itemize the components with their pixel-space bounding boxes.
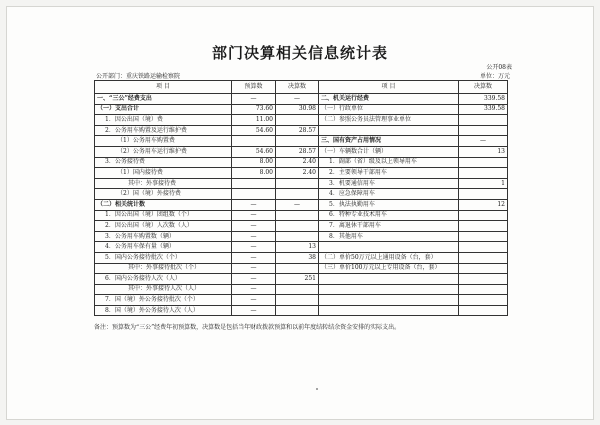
row-budget: 73.60 bbox=[232, 104, 276, 115]
row-label-right bbox=[319, 284, 459, 295]
row-label: 1．因公出国（境）团组数（个） bbox=[95, 210, 232, 221]
table-row bbox=[95, 136, 508, 147]
row-value-right bbox=[459, 115, 508, 126]
row-final bbox=[276, 136, 319, 147]
row-final: 13 bbox=[276, 242, 319, 253]
row-final bbox=[276, 178, 319, 189]
row-label-right: 7．离退休干部用车 bbox=[319, 221, 459, 232]
row-label: 8．国（境）外公务接待人次（人） bbox=[95, 305, 232, 316]
organization-label: 公开部门：重庆铁路运输检察院 bbox=[96, 73, 181, 80]
row-value-right: 1 bbox=[459, 178, 508, 189]
row-final: 38 bbox=[276, 252, 319, 263]
row-label: 5．国内公务接待批次（个） bbox=[95, 252, 232, 263]
row-label-right: 1．副部（省）级及以上领导用车 bbox=[319, 157, 459, 168]
row-value-right bbox=[459, 295, 508, 306]
table-row bbox=[95, 305, 508, 316]
row-label: （2）国（境）外接待费 bbox=[95, 189, 232, 200]
row-label-right: （二）单价50万元以上通用设备（台，套） bbox=[319, 252, 459, 263]
row-budget: 8.00 bbox=[232, 157, 276, 168]
row-label-right: 二、机关运行经费 bbox=[319, 94, 459, 105]
table-row bbox=[95, 199, 508, 210]
table-row bbox=[95, 210, 508, 221]
table-row bbox=[95, 263, 508, 274]
table-row bbox=[95, 115, 508, 126]
header-final-right: 决算数 bbox=[459, 81, 508, 94]
row-budget: — bbox=[232, 263, 276, 274]
row-label-right: （二）参照公务员法管理事业单位 bbox=[319, 115, 459, 126]
footnote: 备注：预算数为“三公”经费年初预算数，决算数是包括当年财政拨款预算和以前年度结转结余资金安排的实际支出。 bbox=[94, 324, 401, 331]
table-row bbox=[95, 168, 508, 179]
row-label: （1）公务用车购置费 bbox=[95, 136, 232, 147]
row-budget: 54.60 bbox=[232, 125, 276, 136]
row-budget: — bbox=[232, 94, 276, 105]
row-label: 3．公务接待费 bbox=[95, 157, 232, 168]
row-budget: — bbox=[232, 210, 276, 221]
row-label: （1）国内接待费 bbox=[95, 168, 232, 179]
row-value-right bbox=[459, 221, 508, 232]
row-label: 2．因公出国（境）人次数（人） bbox=[95, 221, 232, 232]
row-value-right: 12 bbox=[459, 199, 508, 210]
table-row bbox=[95, 146, 508, 157]
row-value-right bbox=[459, 263, 508, 274]
row-budget: — bbox=[232, 221, 276, 232]
row-final bbox=[276, 189, 319, 200]
page-title: 部门决算相关信息统计表 bbox=[211, 44, 388, 62]
row-budget: — bbox=[232, 242, 276, 253]
row-budget: 11.00 bbox=[232, 115, 276, 126]
table-row bbox=[95, 125, 508, 136]
table-row bbox=[95, 284, 508, 295]
row-label: （2）公务用车运行维护费 bbox=[95, 146, 232, 157]
row-value-right bbox=[459, 231, 508, 242]
row-final: 2.40 bbox=[276, 157, 319, 168]
header-item-right: 项 目 bbox=[319, 81, 459, 94]
row-budget: — bbox=[232, 231, 276, 242]
table-header-row bbox=[95, 81, 508, 94]
statistics-table bbox=[94, 80, 508, 316]
row-budget: 8.00 bbox=[232, 168, 276, 179]
row-label-right: （一）行政单位 bbox=[319, 104, 459, 115]
row-budget: — bbox=[232, 295, 276, 306]
row-value-right: — bbox=[459, 136, 508, 147]
row-label-right: 8．其他用车 bbox=[319, 231, 459, 242]
row-label: （一）支出合计 bbox=[95, 104, 232, 115]
row-budget bbox=[232, 136, 276, 147]
row-label-right: 5．执法执勤用车 bbox=[319, 199, 459, 210]
header-final: 决算数 bbox=[276, 81, 319, 94]
row-value-right: 339.58 bbox=[459, 104, 508, 115]
table-row bbox=[95, 189, 508, 200]
row-label: 7．国（境）外公务接待批次（个） bbox=[95, 295, 232, 306]
row-label: 2．公务用车购置及运行维护费 bbox=[95, 125, 232, 136]
row-final: 28.57 bbox=[276, 125, 319, 136]
table-row bbox=[95, 242, 508, 253]
row-budget: 54.60 bbox=[232, 146, 276, 157]
row-budget bbox=[232, 189, 276, 200]
row-label: 一、“三公”经费支出 bbox=[95, 94, 232, 105]
row-value-right bbox=[459, 242, 508, 253]
row-label-right bbox=[319, 274, 459, 285]
row-final bbox=[276, 284, 319, 295]
row-final bbox=[276, 210, 319, 221]
table-row bbox=[95, 94, 508, 105]
row-value-right bbox=[459, 125, 508, 136]
row-final bbox=[276, 263, 319, 274]
table-row bbox=[95, 231, 508, 242]
row-value-right bbox=[459, 189, 508, 200]
row-label-right: （三）单价100万元以上专用设备（台，套） bbox=[319, 263, 459, 274]
row-label-right: 2．主要领导干部用车 bbox=[319, 168, 459, 179]
row-final bbox=[276, 305, 319, 316]
row-final bbox=[276, 231, 319, 242]
row-label-right: （一）车辆数合计（辆） bbox=[319, 146, 459, 157]
table-row bbox=[95, 178, 508, 189]
row-final: 251 bbox=[276, 274, 319, 285]
row-label: 6．国内公务接待人次（人） bbox=[95, 274, 232, 285]
row-label-right bbox=[319, 295, 459, 306]
row-label: 4．公务用车保有量（辆） bbox=[95, 242, 232, 253]
table-row bbox=[95, 157, 508, 168]
row-value-right bbox=[459, 168, 508, 179]
row-final: 2.40 bbox=[276, 168, 319, 179]
table-row bbox=[95, 104, 508, 115]
row-budget: — bbox=[232, 284, 276, 295]
row-final bbox=[276, 295, 319, 306]
row-label-right: 6．特种专业技术用车 bbox=[319, 210, 459, 221]
row-label-right bbox=[319, 242, 459, 253]
row-final: 30.98 bbox=[276, 104, 319, 115]
row-label-right: 三、国有资产占用情况 bbox=[319, 136, 459, 147]
row-label: 其中：外事接待人次（人） bbox=[95, 284, 232, 295]
row-final: — bbox=[276, 199, 319, 210]
row-value-right: 13 bbox=[459, 146, 508, 157]
scan-speck bbox=[316, 388, 318, 390]
row-label-right bbox=[319, 125, 459, 136]
row-value-right bbox=[459, 157, 508, 168]
header-item: 项 目 bbox=[95, 81, 232, 94]
table-row bbox=[95, 221, 508, 232]
row-final bbox=[276, 115, 319, 126]
row-label: 其中：外事接待费 bbox=[95, 178, 232, 189]
row-budget: — bbox=[232, 305, 276, 316]
row-budget bbox=[232, 178, 276, 189]
row-value-right bbox=[459, 284, 508, 295]
unit-label: 单位：万元 bbox=[479, 73, 510, 80]
row-value-right bbox=[459, 210, 508, 221]
row-label-right bbox=[319, 305, 459, 316]
table-row bbox=[95, 274, 508, 285]
table-row bbox=[95, 295, 508, 306]
row-label-right: 4．应急保障用车 bbox=[319, 189, 459, 200]
row-final: 28.57 bbox=[276, 146, 319, 157]
row-label: 1．因公出国（境）费 bbox=[95, 115, 232, 126]
row-label: （二）相关统计数 bbox=[95, 199, 232, 210]
row-budget: — bbox=[232, 199, 276, 210]
row-label: 其中：外事接待批次（个） bbox=[95, 263, 232, 274]
form-number: 公开08表 bbox=[486, 64, 512, 71]
row-value-right bbox=[459, 274, 508, 285]
row-budget: — bbox=[232, 252, 276, 263]
row-label-right: 3．机要通信用车 bbox=[319, 178, 459, 189]
row-value-right bbox=[459, 252, 508, 263]
row-label: 3．公务用车购置数（辆） bbox=[95, 231, 232, 242]
row-value-right: 339.58 bbox=[459, 94, 508, 105]
row-value-right bbox=[459, 305, 508, 316]
header-budget: 预算数 bbox=[232, 81, 276, 94]
table-row bbox=[95, 252, 508, 263]
row-budget: — bbox=[232, 274, 276, 285]
row-final: — bbox=[276, 94, 319, 105]
row-final bbox=[276, 221, 319, 232]
